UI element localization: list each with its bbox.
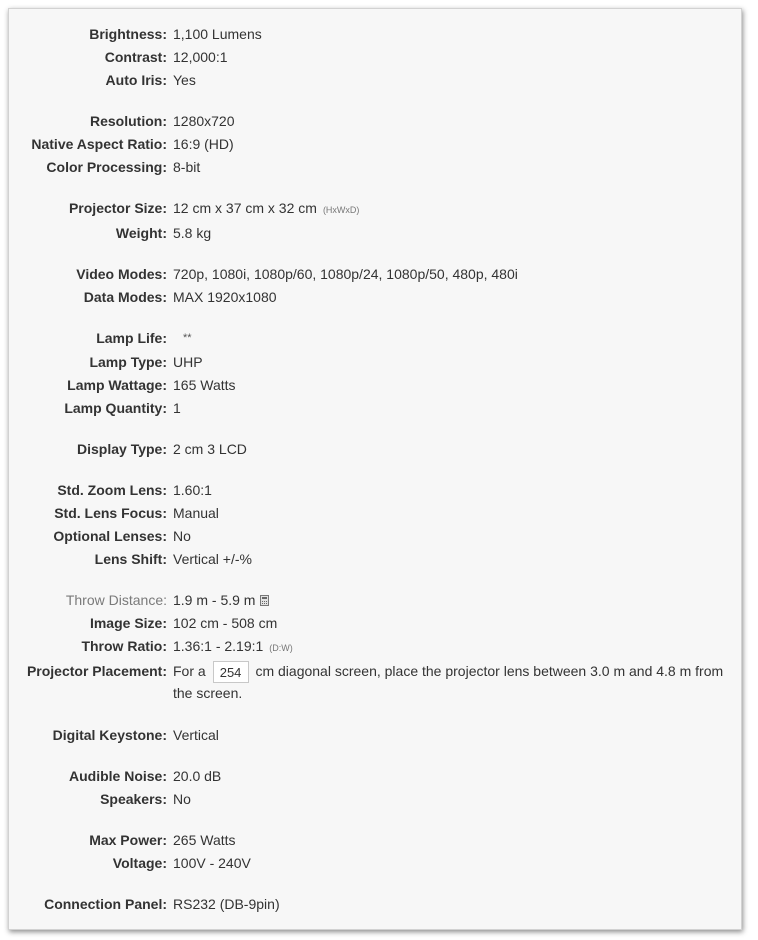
spec-label: Lens Shift: xyxy=(94,551,167,567)
spec-label: Lamp Quantity: xyxy=(64,400,167,416)
size-dimensions: 12 cm x 37 cm x 32 cm xyxy=(173,200,317,216)
spec-value: Vertical xyxy=(173,727,219,743)
spec-value: UHP xyxy=(173,354,203,370)
spec-value: MAX 1920x1080 xyxy=(173,289,277,305)
spec-row-auto-iris xyxy=(9,71,743,93)
spec-row-brightness xyxy=(9,25,743,47)
spec-row-lamp-quantity xyxy=(9,399,743,421)
spec-value: 20.0 dB xyxy=(173,768,222,784)
spec-label: Lamp Type: xyxy=(89,354,167,370)
spec-row-contrast xyxy=(9,48,743,70)
spec-label: Std. Zoom Lens: xyxy=(57,482,167,498)
throw-ratio-note: (D:W) xyxy=(269,643,293,653)
spec-value: 165 Watts xyxy=(173,377,236,393)
spec-value xyxy=(173,199,359,219)
spec-row-data-modes xyxy=(9,288,743,310)
spec-value: 12,000:1 xyxy=(173,49,228,65)
spec-label: Color Processing: xyxy=(46,159,167,175)
spec-label: Video Modes: xyxy=(76,266,167,282)
spec-value: No xyxy=(173,791,191,807)
throw-ratio-range: 1.36:1 - 2.19:1 xyxy=(173,638,264,654)
spec-label: Resolution: xyxy=(90,113,167,129)
spec-label: Throw Ratio: xyxy=(81,638,167,654)
spec-label: Contrast: xyxy=(104,49,167,65)
specifications-panel xyxy=(8,8,742,930)
spec-value: Manual xyxy=(173,505,219,521)
spec-row-zoom-lens xyxy=(9,481,743,503)
spec-row-lamp-wattage xyxy=(9,376,743,398)
spec-row-lamp-type xyxy=(9,353,743,375)
spec-value: 1 xyxy=(173,400,181,416)
spec-value: 8-bit xyxy=(173,159,201,175)
spec-label: Data Modes: xyxy=(83,289,167,305)
size-unit-note: (HxWxD) xyxy=(322,205,360,215)
spec-row-projector-size xyxy=(9,199,743,221)
spec-label: Lamp Life: xyxy=(96,330,167,346)
spec-value: ** xyxy=(183,332,192,344)
screen-size-input[interactable] xyxy=(213,661,249,683)
spec-row-weight xyxy=(9,224,743,246)
spec-value: Yes xyxy=(173,72,196,88)
spec-label: Digital Keystone: xyxy=(52,727,167,743)
spec-row-image-size xyxy=(9,614,743,636)
spec-label: Native Aspect Ratio: xyxy=(31,136,167,152)
spec-value: 5.8 kg xyxy=(173,225,212,241)
spec-label: Weight: xyxy=(115,225,167,241)
spec-value: No xyxy=(173,528,191,544)
spec-row-speakers xyxy=(9,790,743,812)
spec-row-audible-noise xyxy=(9,767,743,789)
spec-row-lamp-life xyxy=(9,329,743,351)
spec-row-lens-focus xyxy=(9,504,743,526)
spec-label: Speakers: xyxy=(100,791,167,807)
spec-label: Audible Noise: xyxy=(68,768,167,784)
spec-label: Max Power: xyxy=(89,832,167,848)
spec-value: 100V - 240V xyxy=(173,855,251,871)
spec-row-throw-ratio xyxy=(9,637,743,659)
spec-row-color-processing xyxy=(9,158,743,180)
spec-row-lens-shift xyxy=(9,550,743,572)
spec-value: Vertical +/-% xyxy=(173,551,252,567)
placement-suffix: cm diagonal screen, place the projector lens between 3.0 m and 4.8 m from the screen. xyxy=(173,663,724,702)
spec-label: Image Size: xyxy=(89,615,167,631)
spec-value: 1280x720 xyxy=(173,113,235,129)
spec-value xyxy=(173,591,269,609)
spec-row-projector-placement xyxy=(9,662,743,706)
spec-label: Optional Lenses: xyxy=(53,528,167,544)
spec-row-connection-panel xyxy=(9,895,743,917)
spec-value xyxy=(173,637,293,657)
spec-label: Auto Iris: xyxy=(105,72,167,88)
calculator-icon[interactable] xyxy=(260,595,269,606)
spec-label: Throw Distance: xyxy=(65,592,167,608)
spec-label: Brightness: xyxy=(89,26,167,42)
spec-value: 1.60:1 xyxy=(173,482,212,498)
spec-row-voltage xyxy=(9,854,743,876)
spec-value: 265 Watts xyxy=(173,832,236,848)
spec-label: Connection Panel: xyxy=(44,896,167,912)
spec-value: 720p, 1080i, 1080p/60, 1080p/24, 1080p/50, 480p, 480i xyxy=(173,266,518,282)
spec-row-aspect-ratio xyxy=(9,135,743,157)
spec-value: 2 cm 3 LCD xyxy=(173,441,247,457)
spec-label: Lamp Wattage: xyxy=(67,377,167,393)
spec-row-display-type xyxy=(9,440,743,462)
spec-row-throw-distance xyxy=(9,591,743,613)
spec-value: 102 cm - 508 cm xyxy=(173,615,278,631)
spec-label: Projector Placement: xyxy=(26,663,167,679)
spec-row-digital-keystone xyxy=(9,726,743,748)
spec-value: RS232 (DB-9pin) xyxy=(173,896,280,912)
spec-row-max-power xyxy=(9,831,743,853)
spec-row-video-modes xyxy=(9,265,743,287)
spec-row-resolution xyxy=(9,112,743,134)
spec-label: Std. Lens Focus: xyxy=(54,505,167,521)
spec-value: 1,100 Lumens xyxy=(173,26,262,42)
spec-row-optional-lenses xyxy=(9,527,743,549)
spec-label: Voltage: xyxy=(112,855,167,871)
placement-prefix: For a xyxy=(173,663,206,679)
spec-label: Projector Size: xyxy=(68,200,167,216)
throw-distance-range: 1.9 m - 5.9 m xyxy=(173,592,256,608)
spec-value: 16:9 (HD) xyxy=(173,136,234,152)
spec-label: Display Type: xyxy=(77,441,167,457)
placement-text xyxy=(173,661,733,704)
